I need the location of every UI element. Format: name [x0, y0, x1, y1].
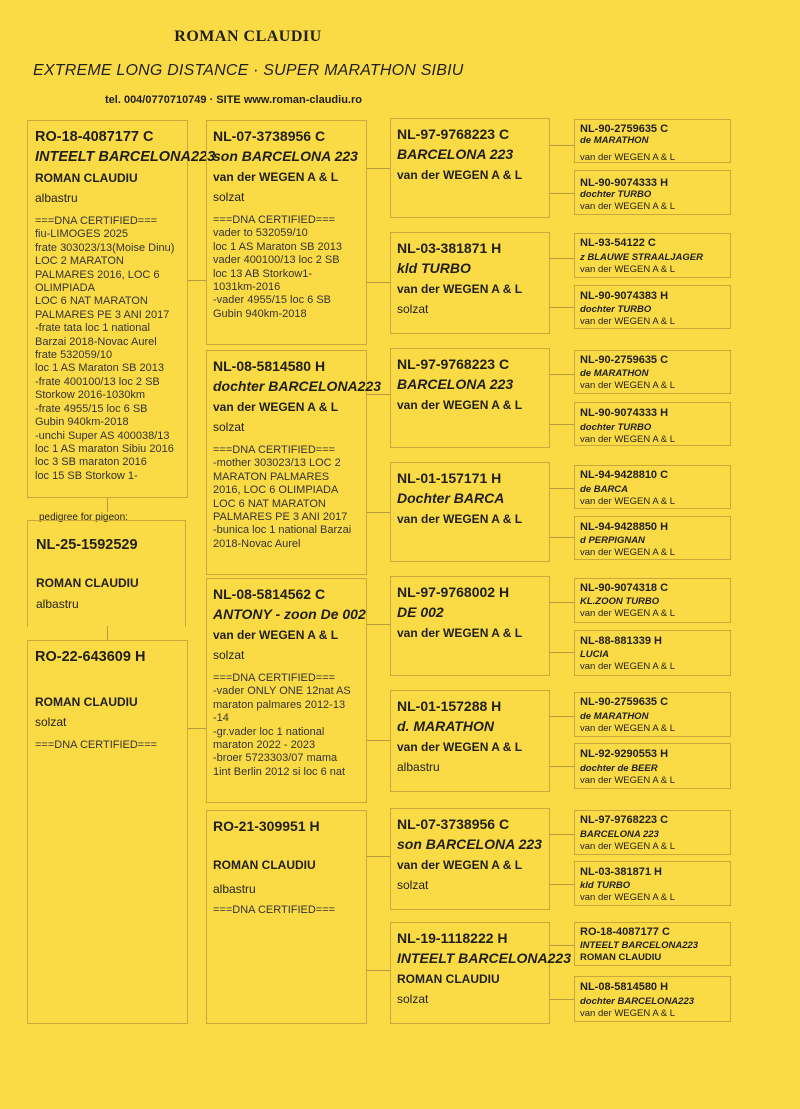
sire-sire-name: son BARCELONA 223 [213, 148, 358, 164]
sire-notes: ===DNA CERTIFIED=== fiu-LIMOGES 2025 frate 303023/13(Moise Dinu) LOC 2 MARATON PALMARES 2016, LOC 6 OLIMPIADA LOC 6 NAT MARATON PALMARES PE 3 ANI 2017 -frate tata loc 1 national Barzai 2018-Novac Aurel frate 532059/10 loc 1 AS Maraton SB 2013 -frate 400100/13 loc 2 SB Storkow 2016-1030km -frate 4955/15 loc 6 SB Gubin 940km-2018 -unchi Super AS 400038/13 loc 1 AS maraton Sibiu 2016 loc 3 SB maraton 2016 loc 15 SB Storkow 1- [35, 215, 175, 482]
gen4-name: dochter de BEER [580, 763, 658, 774]
gen4-owner: van der WEGEN A & L [580, 608, 676, 619]
gen3-card [390, 690, 550, 792]
sire-dam-owner: van der WEGEN A & L [213, 400, 339, 414]
gen4-owner: ROMAN CLAUDIU [580, 952, 662, 963]
sire-color: albastru [35, 191, 78, 205]
gen3-card [390, 922, 571, 1024]
gen3-owner: van der WEGEN A & L [397, 626, 523, 640]
sire-ring: RO-18-4087177 C [35, 129, 154, 145]
gen4-ring: NL-94-9428850 H [580, 521, 669, 533]
sire-dam-name: dochter BARCELONA223 [213, 378, 382, 394]
gen4-card [574, 233, 731, 278]
gen4-owner: van der WEGEN A & L [580, 1008, 676, 1019]
gen4-name: de MARATHON [580, 711, 649, 722]
gen4-ring: NL-90-9074383 H [580, 290, 669, 302]
gen4-name: z BLAUWE STRAALJAGER [580, 252, 703, 263]
gen3-name: kld TURBO [397, 260, 471, 276]
gen3-ring: NL-19-1118222 H [397, 930, 508, 946]
gen3-ring: NL-97-9768002 H [397, 584, 510, 600]
gen4-card [574, 350, 731, 394]
gen3-owner: ROMAN CLAUDIU [397, 972, 500, 986]
gen4-ring: NL-92-9290553 H [580, 748, 669, 760]
gen4-owner: van der WEGEN A & L [580, 892, 676, 903]
pedigree-label: pedigree for pigeon: [36, 512, 131, 523]
subject-color: albastru [36, 597, 79, 611]
dam-sire-card [206, 578, 367, 803]
sire-sire-owner: van der WEGEN A & L [213, 170, 339, 184]
sire-sire-card [206, 120, 367, 345]
dam-dam-notes: ===DNA CERTIFIED=== [213, 904, 336, 916]
gen3-ring: NL-01-157171 H [397, 470, 502, 486]
gen4-owner: van der WEGEN A & L [580, 496, 676, 507]
dam-sire-color: solzat [213, 648, 245, 662]
gen3-name: Dochter BARCA [397, 490, 505, 506]
gen4-owner: van der WEGEN A & L [580, 264, 676, 275]
gen3-card [390, 462, 550, 562]
gen4-card [574, 861, 731, 906]
gen3-name: BARCELONA 223 [397, 146, 514, 162]
gen3-color: albastru [397, 760, 440, 774]
gen4-name: KL.ZOON TURBO [580, 596, 660, 607]
gen3-color: solzat [397, 992, 429, 1006]
gen3-owner: van der WEGEN A & L [397, 858, 523, 872]
gen4-card [574, 743, 731, 789]
gen4-name: dochter TURBO [580, 189, 652, 200]
gen4-ring: NL-90-9074333 H [580, 177, 669, 189]
subject-owner: ROMAN CLAUDIU [36, 576, 139, 590]
gen4-card [574, 578, 731, 623]
sire-dam-ring: NL-08-5814580 H [213, 358, 326, 374]
dam-sire-ring: NL-08-5814562 C [213, 586, 326, 602]
gen4-card [574, 285, 731, 329]
sire-owner: ROMAN CLAUDIU [35, 171, 138, 185]
sire-card [27, 120, 216, 498]
gen3-ring: NL-03-381871 H [397, 240, 502, 256]
gen3-card [390, 348, 550, 448]
gen3-owner: van der WEGEN A & L [397, 168, 523, 182]
dam-notes: ===DNA CERTIFIED=== [35, 739, 158, 751]
gen3-card [390, 808, 550, 910]
dam-sire-notes: ===DNA CERTIFIED=== -vader ONLY ONE 12nat AS maraton palmares 2012-13 -14 -gr.vader loc 1 national maraton 2022 - 2023 -broer 5723303/07 mama 1int Berlin 2012 si loc 6 nat [213, 672, 351, 778]
gen3-color: solzat [397, 302, 429, 316]
gen3-owner: van der WEGEN A & L [397, 740, 523, 754]
gen4-card [574, 170, 731, 215]
gen4-ring: NL-90-2759635 C [580, 696, 669, 708]
sire-dam-notes: ===DNA CERTIFIED=== -mother 303023/13 LOC 2 MARATON PALMARES 2016, LOC 6 OLIMPIADA LOC 6 NAT MARATON PALMARES PE 3 ANI 2017 -bunica loc 1 national Barzai 2018-Novac Aurel [213, 444, 352, 550]
gen4-name: d PERPIGNAN [580, 535, 645, 546]
gen4-card [574, 922, 731, 966]
sire-sire-notes: ===DNA CERTIFIED=== vader to 532059/10 loc 1 AS Maraton SB 2013 vader 400100/13 loc 2 SB loc 13 AB Storkow1- 1031km-2016 -vader 4955/15 loc 6 SB Gubin 940km-2018 [213, 214, 343, 320]
breeder-contact: tel. 004/0770710749 · SITE www.roman-claudiu.ro [105, 94, 362, 106]
gen4-card [574, 402, 731, 446]
dam-ring: RO-22-643609 H [35, 649, 146, 665]
gen4-owner: van der WEGEN A & L [580, 775, 676, 786]
dam-sire-owner: van der WEGEN A & L [213, 628, 339, 642]
gen3-ring: NL-07-3738956 C [397, 816, 510, 832]
gen4-ring: NL-90-9074318 C [580, 582, 669, 594]
gen4-card [574, 516, 731, 560]
dam-card [27, 640, 188, 1024]
dam-dam-card [206, 810, 367, 1024]
gen3-name: BARCELONA 223 [397, 376, 514, 392]
gen3-owner: van der WEGEN A & L [397, 512, 523, 526]
gen3-owner: van der WEGEN A & L [397, 398, 523, 412]
gen4-ring: NL-88-881339 H [580, 635, 662, 647]
gen4-ring: NL-90-2759635 C [580, 354, 669, 366]
sire-sire-ring: NL-07-3738956 C [213, 128, 326, 144]
gen3-name: INTEELT BARCELONA223 [397, 950, 571, 966]
gen4-owner: van der WEGEN A & L [580, 201, 676, 212]
gen4-name: INTEELT BARCELONA223 [580, 940, 699, 951]
gen4-ring: NL-08-5814580 H [580, 981, 669, 993]
gen3-card [390, 118, 550, 218]
breeder-name: ROMAN CLAUDIU [174, 28, 322, 45]
gen4-owner: van der WEGEN A & L [580, 547, 676, 558]
gen4-name: dochter TURBO [580, 422, 652, 433]
gen4-owner: van der WEGEN A & L [580, 434, 676, 445]
gen4-name: de MARATHON [580, 368, 649, 379]
gen4-name: dochter TURBO [580, 304, 652, 315]
gen4-card [574, 119, 731, 163]
sire-sire-color: solzat [213, 190, 245, 204]
gen3-name: DE 002 [397, 604, 444, 620]
breeder-subtitle: EXTREME LONG DISTANCE · SUPER MARATHON SIBIU [33, 62, 464, 79]
gen4-owner: van der WEGEN A & L [580, 723, 676, 734]
gen4-name: de MARATHON [580, 135, 649, 146]
dam-dam-color: albastru [213, 882, 256, 896]
gen3-owner: van der WEGEN A & L [397, 282, 523, 296]
gen4-card [574, 692, 731, 737]
gen4-ring: NL-90-2759635 C [580, 123, 669, 135]
gen4-owner: van der WEGEN A & L [580, 841, 676, 852]
gen4-ring: NL-94-9428810 C [580, 469, 669, 481]
gen3-card [390, 232, 550, 334]
gen4-ring: NL-97-9768223 C [580, 814, 669, 826]
gen4-name: LUCIA [580, 649, 610, 660]
gen4-owner: van der WEGEN A & L [580, 380, 676, 391]
gen3-name: son BARCELONA 223 [397, 836, 542, 852]
gen4-ring: NL-93-54122 C [580, 237, 656, 249]
gen3-ring: NL-97-9768223 C [397, 356, 510, 372]
gen4-card [574, 810, 731, 855]
gen4-owner: van der WEGEN A & L [580, 661, 676, 672]
dam-dam-ring: RO-21-309951 H [213, 818, 320, 834]
subject-ring: NL-25-1592529 [36, 537, 138, 553]
gen4-name: kld TURBO [580, 880, 631, 891]
gen4-owner: van der WEGEN A & L [580, 152, 676, 163]
gen4-card [574, 465, 731, 509]
dam-owner: ROMAN CLAUDIU [35, 695, 138, 709]
sire-dam-color: solzat [213, 420, 245, 434]
gen4-card [574, 630, 731, 676]
sire-dam-card [206, 350, 382, 575]
gen3-card [390, 576, 550, 676]
gen3-ring: NL-01-157288 H [397, 698, 502, 714]
gen4-name: BARCELONA 223 [580, 829, 659, 840]
gen3-color: solzat [397, 878, 429, 892]
gen3-ring: NL-97-9768223 C [397, 126, 510, 142]
dam-dam-owner: ROMAN CLAUDIU [213, 858, 316, 872]
gen4-name: dochter BARCELONA223 [580, 996, 695, 1007]
dam-sire-name: ANTONY - zoon De 002 [213, 606, 366, 622]
gen4-ring: RO-18-4087177 C [580, 926, 670, 938]
gen4-card [574, 976, 731, 1022]
gen4-owner: van der WEGEN A & L [580, 316, 676, 327]
gen4-name: de BARCA [580, 484, 629, 495]
dam-color: solzat [35, 715, 67, 729]
subject-card [27, 520, 186, 627]
sire-name: INTEELT BARCELONA223 [35, 149, 216, 165]
gen3-name: d. MARATHON [397, 718, 494, 734]
gen4-ring: NL-03-381871 H [580, 866, 662, 878]
gen4-ring: NL-90-9074333 H [580, 407, 669, 419]
